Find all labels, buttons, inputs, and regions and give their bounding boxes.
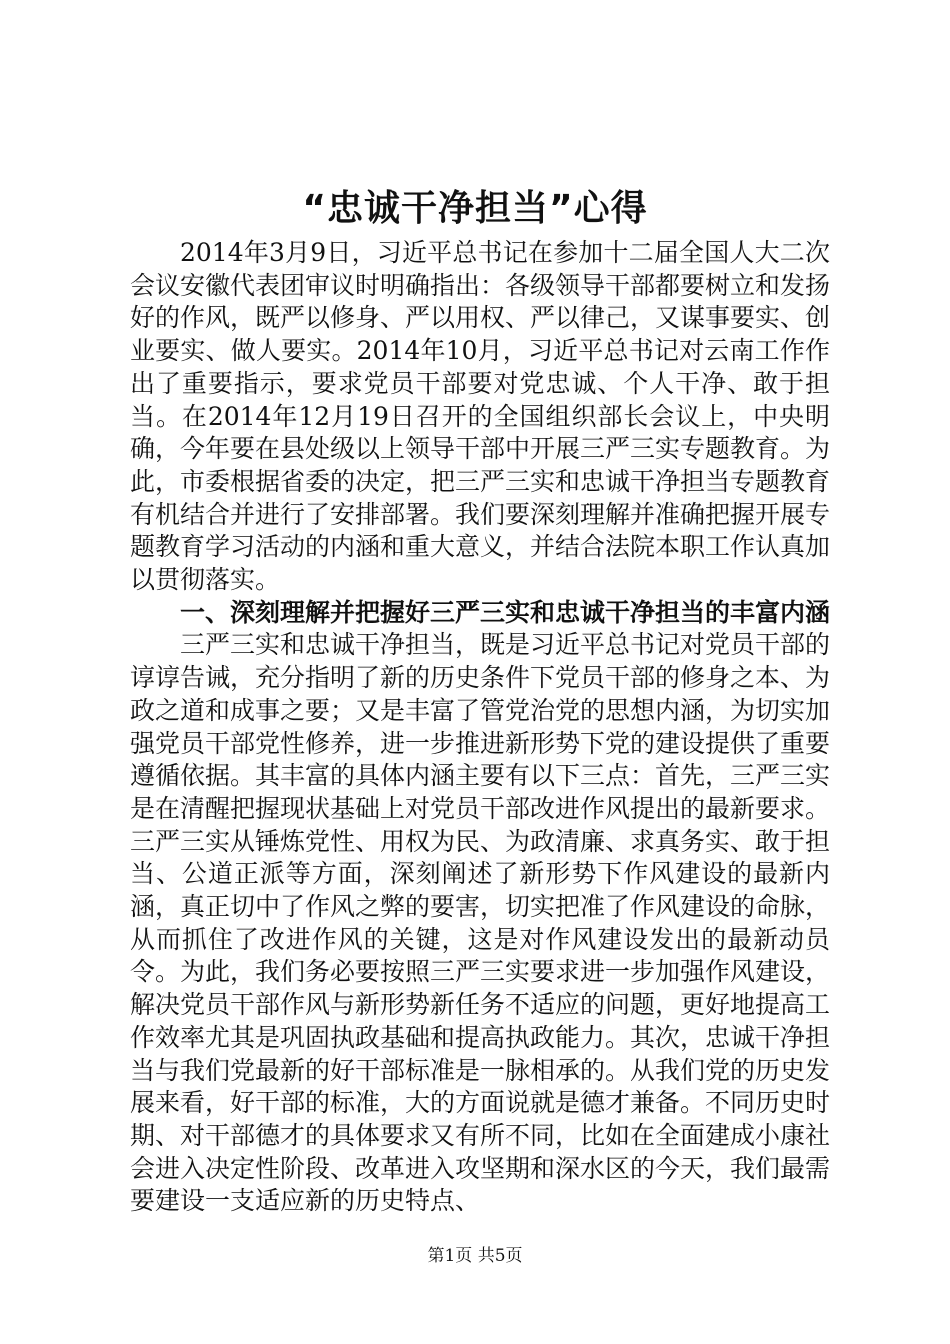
intro-paragraph: 2014年3月9日，习近平总书记在参加十二届全国人大二次会议安徽代表团审议时明确指出：各级领导干部都要树立和发扬好的作风，既严以修身、严以用权、严以律己，又谋事要实、创业要实、做人要实。2014年10月，习近平总书记对云南工作作出了重要指示，要求党员干部要对党忠诚、个人干净、敢于担当。在2014年12月19日召开的全国组织部长会议上，中央明确，今年要在县处级以上领导干部中开展三严三实专题教育。为此，市委根据省委的决定，把三严三实和忠诚干净担当专题教育有机结合并进行了安排部署。我们要深刻理解并准确把握开展专题教育学习活动的内涵和重大意义，并结合法院本职工作认真加以贯彻落实。 bbox=[130, 238, 831, 595]
document-title: “忠诚干净担当”心得 bbox=[302, 188, 648, 229]
document-body bbox=[130, 237, 830, 1218]
section-heading: 一、深刻理解并把握好三严三实和忠诚干净担当的丰富内涵 bbox=[180, 597, 831, 627]
section-paragraph: 三严三实和忠诚干净担当，既是习近平总书记对党员干部的谆谆告诫，充分指明了新的历史条件下党员干部的修身之本、为政之道和成事之要；又是丰富了管党治党的思想内涵，为切实加强党员干部党性修养，进一步推进新形势下党的建设提供了重要遵循依据。其丰富的具体内涵主要有以下三点：首先，三严三实是在清醒把握现状基础上对党员干部改进作风提出的最新要求。三严三实从锤炼党性、用权为民、为政清廉、求真务实、敢于担当、公道正派等方面，深刻阐述了新形势下作风建设的最新内涵，真正切中了作风之弊的要害，切实把准了作风建设的命脉，从而抓住了改进作风的关键，这是对作风建设发出的最新动员令。为此，我们务必要按照三严三实要求进一步加强作风建设，解决党员干部作风与新形势新任务不适应的问题，更好地提高工作效率尤其是巩固执政基础和提高执政能力。其次，忠诚干净担当与我们党最新的好干部标准是一脉相承的。从我们党的历史发展来看，好干部的标准，大的方面说就是德才兼备。不同历史时期、对干部德才的具体要求又有所不同，比如在全面建成小康社会进入决定性阶段、改革进入攻坚期和深水区的今天，我们最需要建设一支适应新的历史特点、 bbox=[130, 630, 831, 1216]
page-footer: 第1页 共5页 bbox=[427, 1246, 523, 1266]
